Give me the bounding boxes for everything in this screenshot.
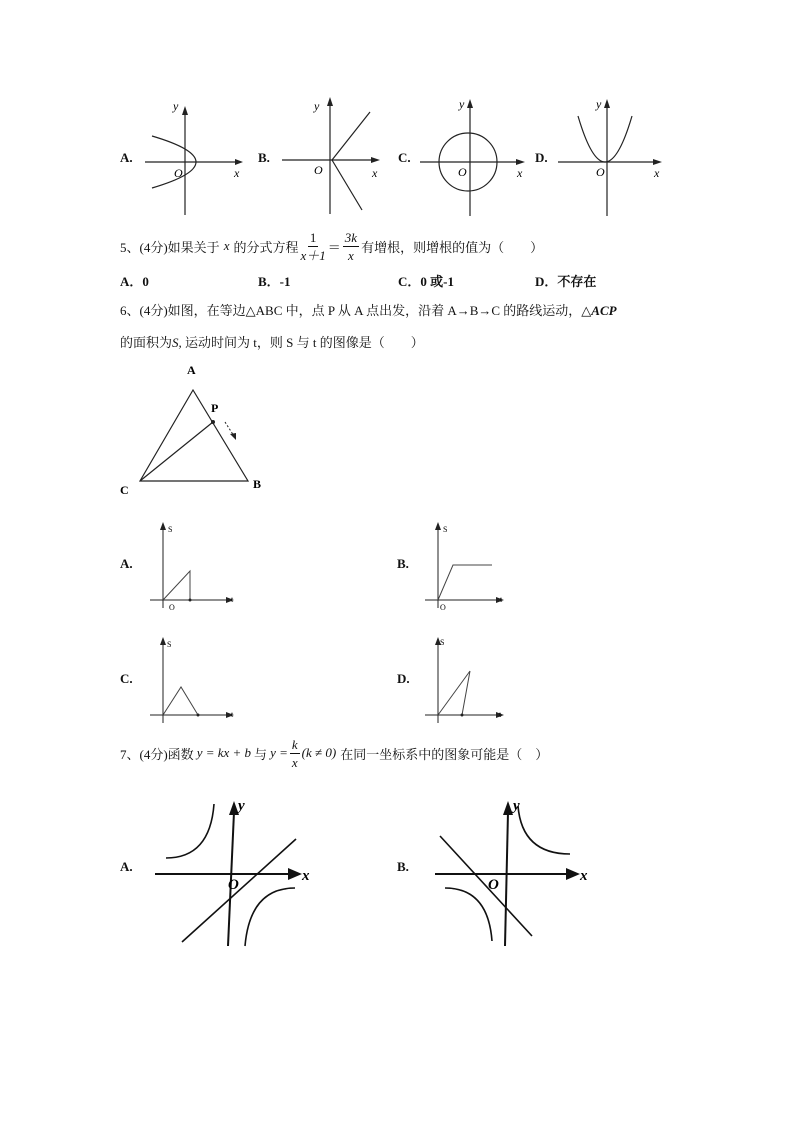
q4-graph-a <box>140 100 250 220</box>
q7-number: 7、(4分) <box>120 746 168 762</box>
q7-a-y-label: y <box>238 798 245 814</box>
q6-option-a-label: A. <box>120 556 133 571</box>
q6-c-t-label: t <box>231 710 234 719</box>
q7-b-origin-label: O <box>488 877 499 893</box>
q6-line1-acp: ACP <box>591 303 617 318</box>
q6-line1-text: 如图，在等边△ABC 中，点 P 从 A 点出发，沿着 A→B→C 的路线运动，△ <box>167 303 592 318</box>
q7-fraction-numerator: k <box>291 736 298 752</box>
q6-stem-line-2 <box>120 332 424 351</box>
q7-a-origin-label: O <box>228 877 239 893</box>
q7-condition: (k ≠ 0) <box>301 745 337 760</box>
q5-fraction-1-denominator: x＋1 <box>300 247 326 263</box>
q4-graph-b <box>280 92 390 217</box>
q6-a-origin-label: O <box>169 603 175 612</box>
q7-expr1: y = kx + b <box>196 745 252 760</box>
q6-graph-d <box>420 633 520 728</box>
q6-d-s-label: S <box>440 638 445 647</box>
q5-fraction-1 <box>300 229 325 264</box>
q4-option-a-label: A. <box>120 150 133 165</box>
q7-fraction-denominator: x <box>291 754 298 770</box>
q4-c-origin-label: O <box>458 165 467 179</box>
q4-option-b-label: B. <box>258 150 270 165</box>
q5-option-a: A．0 <box>120 274 149 289</box>
q4-b-x-label: x <box>372 166 378 180</box>
q4-option-c-label: C. <box>398 150 411 165</box>
q5-text-a: 如果关于 <box>167 239 220 255</box>
q6-a-s-label: S <box>168 525 173 534</box>
q5-stem <box>120 226 543 266</box>
q6-line2-text-a: 的面积为 <box>120 335 173 350</box>
q5-text-b: 的分式方程 <box>233 239 299 255</box>
q6-c-s-label: S <box>167 640 172 649</box>
q4-a-x-label: x <box>234 166 240 180</box>
q7-graph-b <box>430 796 600 951</box>
q4-c-y-label: y <box>459 97 465 111</box>
q5-text-c: 有增根，则增根的值为（ ） <box>361 239 544 255</box>
q6-line2-s: S, <box>172 335 182 350</box>
q6-line2-text-c: 运动时间为 t，则 S 与 t 的图像是（ ） <box>181 335 424 350</box>
q5-equals: ＝ <box>327 239 341 255</box>
q6-point-p: P <box>211 401 219 415</box>
q4-graph-c <box>418 96 533 218</box>
q7-fraction <box>290 736 300 771</box>
q4-a-origin-label: O <box>174 166 183 180</box>
q5-fraction-2-numerator: 3k <box>344 229 358 245</box>
q5-fraction-2 <box>343 229 359 264</box>
q6-graph-b <box>420 518 520 613</box>
q4-graph-d <box>556 96 671 218</box>
q6-vertex-a: A <box>187 363 196 377</box>
q5-option-d: D．不存在 <box>535 274 597 289</box>
q4-c-x-label: x <box>517 166 523 180</box>
q6-d-t-label: t <box>499 710 502 719</box>
q7-option-b-label: B. <box>397 859 409 874</box>
q7-text-c: 在同一坐标系中的图象可能是（ ） <box>340 746 549 762</box>
q6-number: 6、(4分) <box>120 303 168 318</box>
q7-a-x-label: x <box>302 868 310 884</box>
q5-fraction-1-numerator: 1 <box>309 229 317 245</box>
q6-vertex-c: C <box>120 483 129 497</box>
q6-b-s-label: S <box>443 525 448 534</box>
q7-text-a: 函数 <box>167 746 194 762</box>
q6-option-d-label: D. <box>397 671 410 686</box>
q7-text-b: 与 <box>254 746 268 762</box>
q4-b-y-label: y <box>314 99 320 113</box>
q6-option-c-label: C. <box>120 671 133 686</box>
q5-var: x <box>223 238 230 253</box>
q6-b-t-label: t <box>500 595 503 604</box>
q4-option-d-label: D. <box>535 150 548 165</box>
q7-b-y-label: y <box>513 798 520 814</box>
q4-d-origin-label: O <box>596 165 605 179</box>
q4-b-origin-label: O <box>314 163 323 177</box>
q5-option-c: C．0 或-1 <box>398 274 454 289</box>
q6-option-b-label: B. <box>397 556 409 571</box>
q5-number: 5、(4分) <box>120 239 168 255</box>
q6-stem-line-1 <box>120 300 617 319</box>
q4-a-y-label: y <box>173 99 179 113</box>
q4-d-y-label: y <box>596 97 602 111</box>
q7-expr2-lhs: y = <box>270 745 288 760</box>
q4-d-x-label: x <box>654 166 660 180</box>
q7-option-a-label: A. <box>120 859 133 874</box>
q5-fraction-2-denominator: x <box>348 247 354 263</box>
q6-graph-a <box>145 518 245 613</box>
q6-graph-c <box>145 633 245 728</box>
q7-graph-a <box>150 796 320 951</box>
q6-triangle-figure <box>115 360 275 500</box>
q7-stem <box>120 733 548 773</box>
q5-option-b: B．-1 <box>258 274 291 289</box>
q7-b-x-label: x <box>580 868 588 884</box>
q6-b-origin-label: O <box>440 603 446 612</box>
q6-vertex-b: B <box>253 477 262 491</box>
q6-a-t-label: t <box>231 595 234 604</box>
